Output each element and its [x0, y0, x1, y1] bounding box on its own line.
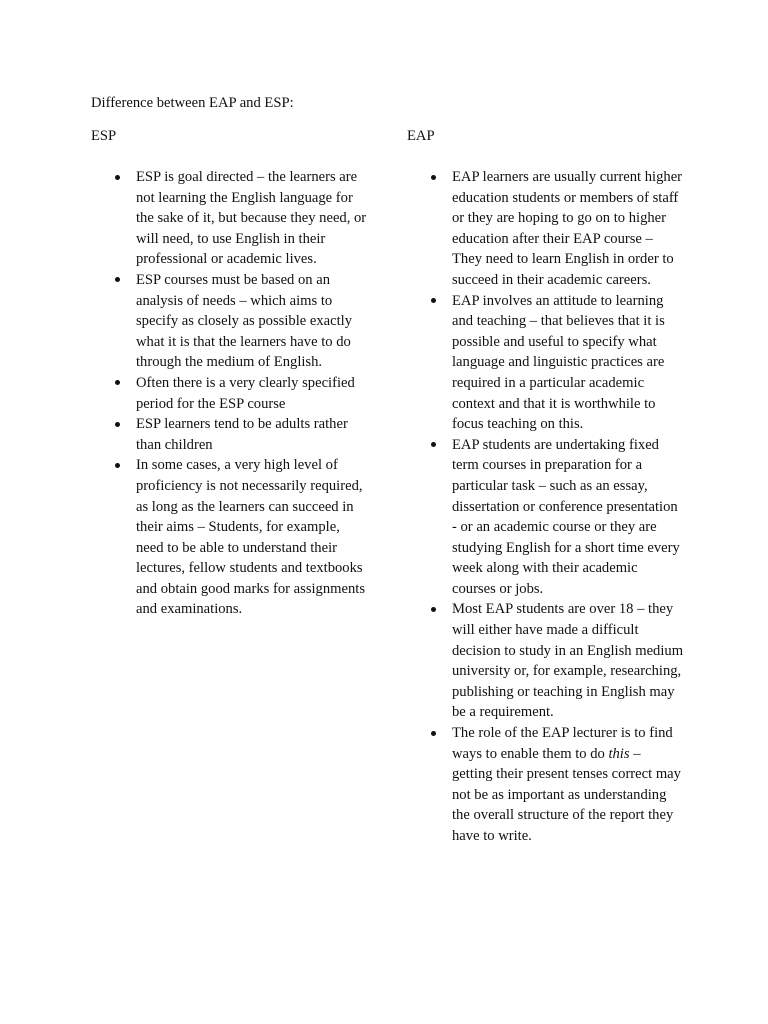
- bullet-icon: [431, 442, 436, 447]
- list-item: [407, 167, 684, 291]
- bullet-icon: [115, 380, 120, 385]
- list-item: [91, 167, 367, 270]
- bullet-icon: [115, 175, 120, 180]
- bullet-icon: [431, 175, 436, 180]
- document-title: Difference between EAP and ESP:: [91, 95, 294, 111]
- list-item-text-start: The role of the EAP lecturer is to find ways to enable them to do: [452, 725, 673, 762]
- list-item: [91, 270, 367, 373]
- column-heading-esp: ESP: [91, 128, 117, 144]
- list-item-text: EAP students are undertaking fixed term courses in preparation for a particular task – such as an essay, dissertation or conference presentation - or an academic course or they are studying English for a short time every week along with their academic courses or jobs.: [452, 436, 680, 597]
- list-item-text: In some cases, a very high level of proficiency is not necessarily required, as long as the learners can succeed in their aims – Students, for example, need to be able to understand their lectures, fellow students and textbooks and obtain good marks for assignments and examinations.: [136, 457, 366, 618]
- list-item-text-emphasis: this: [608, 745, 630, 762]
- bullet-icon: [431, 731, 436, 736]
- list-item: [407, 599, 684, 723]
- list-item: [407, 723, 684, 847]
- list-item-text: ESP courses must be based on an analysis of needs – which aims to specify as closely as possible exactly what it is that the learners have to do through the medium of English.: [136, 271, 353, 371]
- bullet-icon: [431, 607, 436, 612]
- bullet-icon: [115, 277, 120, 282]
- list-item: [91, 455, 367, 620]
- list-item: [91, 414, 367, 455]
- list-item-text: ESP is goal directed – the learners are not learning the English language for the sake of it, but because they need, or will need, to use English in their professional or academic lives.: [136, 169, 367, 268]
- esp-bullet-list: [91, 167, 381, 620]
- list-item-text: Most EAP students are over 18 – they will either have made a difficult decision to study in an English medium university or, for example, researching, publishing or teaching in English may be a requirement.: [452, 601, 684, 721]
- eap-bullet-list: [407, 167, 697, 847]
- list-item-text: EAP involves an attitude to learning and teaching – that believes that it is possible and useful to specify what language and linguistic practices are required in a particular academic context and that it is worthwhile to focus teaching on this.: [452, 292, 665, 433]
- list-item-text: ESP learners tend to be adults rather than children: [136, 416, 348, 453]
- bullet-icon: [115, 422, 120, 427]
- list-item-text-end: – getting their present tenses correct may not be as important as understanding the overall structure of the report they have to write.: [452, 745, 681, 844]
- eap-column: [407, 126, 697, 847]
- bullet-icon: [115, 463, 120, 468]
- list-item-text: Often there is a very clearly specified period for the ESP course: [136, 374, 355, 412]
- column-heading-eap: EAP: [407, 128, 435, 144]
- list-item-text: EAP learners are usually current higher education students or members of staff or they are hoping to go on to higher education after their EAP course – They need to learn English in order to succeed in their academic careers.: [452, 169, 683, 288]
- esp-column: [91, 126, 381, 620]
- list-item: [91, 373, 367, 414]
- list-item: [407, 291, 684, 435]
- list-item: [407, 435, 684, 600]
- bullet-icon: [431, 298, 436, 303]
